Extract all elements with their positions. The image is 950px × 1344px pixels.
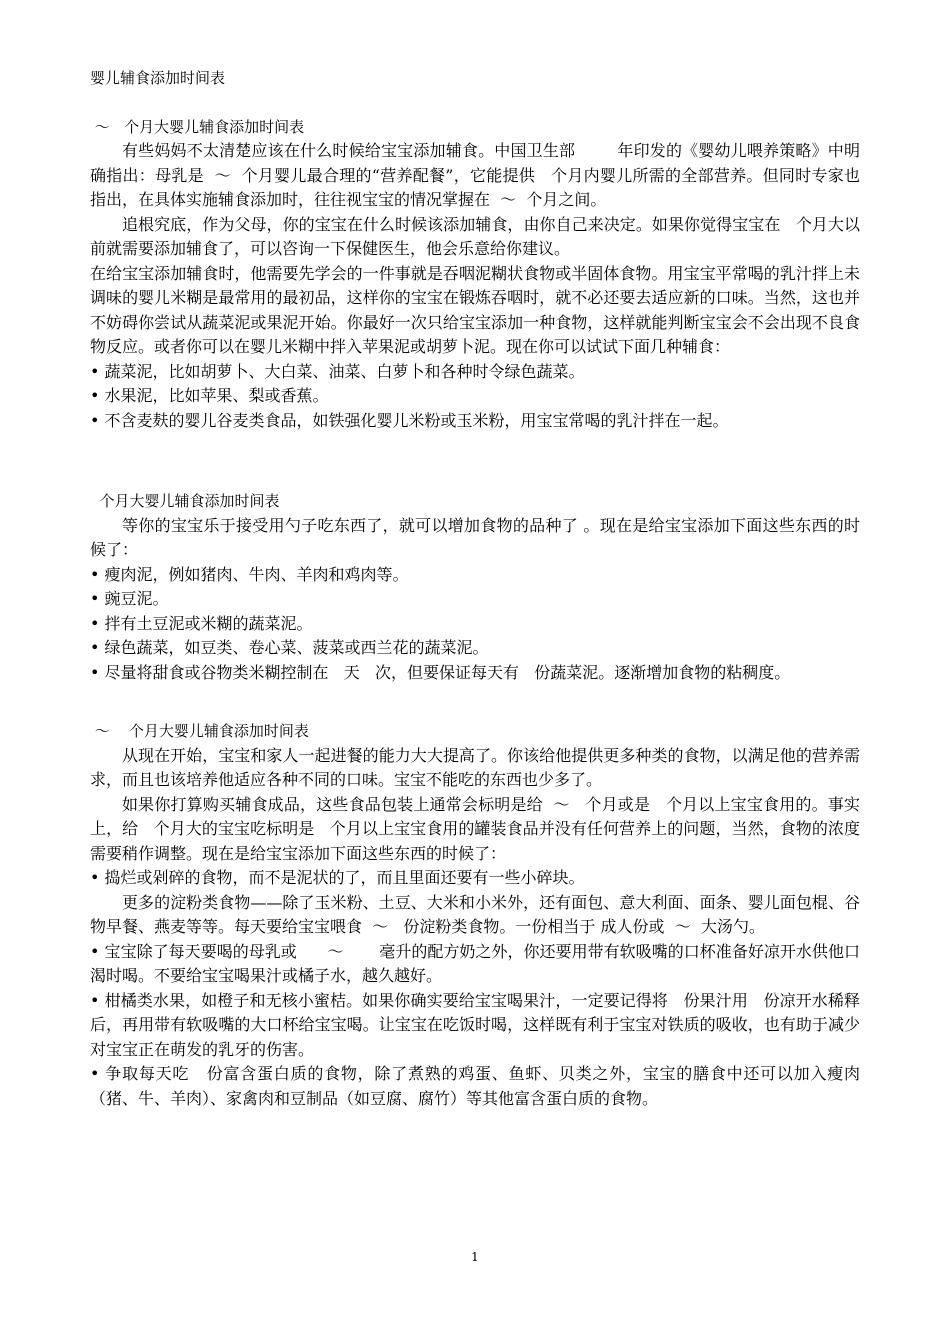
document-page — [90, 58, 860, 1111]
bullet-item: • 蔬菜泥，比如胡萝卜、大白菜、油菜、白萝卜和各种时令绿色蔬菜。 — [90, 361, 585, 381]
bullet-item: • 瘦肉泥，例如猪肉、牛肉、羊肉和鸡肉等。 — [90, 564, 409, 584]
paragraph: 在给宝宝添加辅食时，他需要先学会的一件事就是吞咽泥糊状食物或半固体食物。用宝宝平常喝的乳汁拌上未调味的婴儿米糊是最常用的最初品，这样你的宝宝在锻炼吞咽时，就不必还要去适应新的口味。当然，这也并不妨碍你尝试从蔬菜泥或果泥开始。你最好一次只给宝宝添加一种食物，这样就能判断宝宝会不会出现不良食物反应。或者你可以在婴儿米糊中拌入苹果泥或胡萝卜泥。现在你可以试试下面几种辅食： — [90, 263, 860, 356]
paragraph: 等你的宝宝乐于接受用勺子吃东西了，就可以增加食物的品种了 。现在是给宝宝添加下面这些东西的时候了： — [90, 515, 860, 559]
section-heading: ～ 个月大婴儿辅食添加时间表 — [90, 722, 309, 740]
paragraph: 如果你打算购买辅食成品，这些食品包装上通常会标明是给 ～ 个月或是 个月以上宝宝食用的。事实上，给 个月大的宝宝吃标明是 个月以上宝宝食用的罐装食品并没有任何营养上的问题，当然，食物的浓度需要稍作调整。现在是给宝宝添加下面这些东西的时候了： — [90, 794, 860, 863]
bullet-item: • 争取每天吃 份富含蛋白质的食物，除了煮熟的鸡蛋、鱼虾、贝类之外，宝宝的膳食中还可以加入瘦肉（猪、牛、羊肉）、家禽肉和豆制品（如豆腐、腐竹）等其他富含蛋白质的食物。 — [90, 1064, 860, 1108]
bullet-item: • 不含麦麸的婴儿谷麦类食品，如铁强化婴儿米粉或玉米粉，用宝宝常喝的乳汁拌在一起。 — [90, 410, 729, 430]
section-spacer — [90, 685, 860, 719]
bullet-item: • 拌有土豆泥或米糊的蔬菜泥。 — [90, 613, 313, 633]
paragraph: 更多的淀粉类食物——除了玉米粉、土豆、大米和小米外，还有面包、意大利面、面条、婴儿面包棍、谷物早餐、燕麦等等。每天要给宝宝喂食 ～ 份淀粉类食物。一份相当于 成人份或 ～ 大汤勺。 — [90, 892, 860, 936]
page-number: 1 — [471, 1250, 479, 1264]
bullet-item: • 尽量将甜食或谷物类米糊控制在 天 次，但要保证每天有 份蔬菜泥。逐渐增加食物的粘稠度。 — [90, 662, 791, 682]
bullet-item: • 绿色蔬菜，如豆类、卷心菜、菠菜或西兰花的蔬菜泥。 — [90, 638, 489, 657]
bullet-item: • 豌豆泥。 — [90, 589, 169, 608]
section-heading: ～ 个月大婴儿辅食添加时间表 — [90, 117, 305, 136]
paragraph: 有些妈妈不太清楚应该在什么时候给宝宝添加辅食。中国卫生部 年印发的《婴幼儿喂养策略》中明确指出：母乳是 ～ 个月婴儿最合理的“营养配餐”，它能提供 个月内婴儿所需的全部营养。但同时专家也指出，在具体实施辅食添加时，往往视宝宝的情况掌握在 ～ 个月之间。 — [90, 141, 860, 209]
bullet-item: • 水果泥，比如苹果、梨或香蕉。 — [90, 386, 329, 405]
bullet-item: • 宝宝除了每天要喝的母乳或 ～ 毫升的配方奶之外，你还要用带有软吸嘴的口杯准备好凉开水供他口渴时喝。不要给宝宝喝果汁或橘子水，越久越好。 — [90, 941, 860, 985]
paragraph: 追根究底，作为父母，你的宝宝在什么时候该添加辅食，由你自己来决定。如果你觉得宝宝在 个月大以前就需要添加辅食了，可以咨询一下保健医生，他会乐意给你建议。 — [90, 214, 860, 258]
paragraph: 从现在开始，宝宝和家人一起进餐的能力大大提高了。你该给他提供更多种类的食物，以满足他的营养需求，而且也该培养他适应各种不同的口味。宝宝不能吃的东西也少多了。 — [90, 745, 860, 789]
bullet-item: • 捣烂或剁碎的食物，而不是泥状的了，而且里面还要有一些小碎块。 — [90, 868, 585, 887]
document-title: 婴儿辅食添加时间表 — [90, 69, 226, 87]
section-spacer — [90, 433, 860, 489]
section-heading: 个月大婴儿辅食添加时间表 — [90, 492, 280, 510]
bullet-item: • 柑橘类水果，如橙子和无核小蜜桔。如果你确实要给宝宝喝果汁，一定要记得将 份果汁用 份凉开水稀释后，再用带有软吸嘴的大口杯给宝宝喝。让宝宝在吃饭时喝，这样既有利于宝宝对铁质的吸收，也有助于减少对宝宝正在萌发的乳牙的伤害。 — [90, 990, 860, 1059]
